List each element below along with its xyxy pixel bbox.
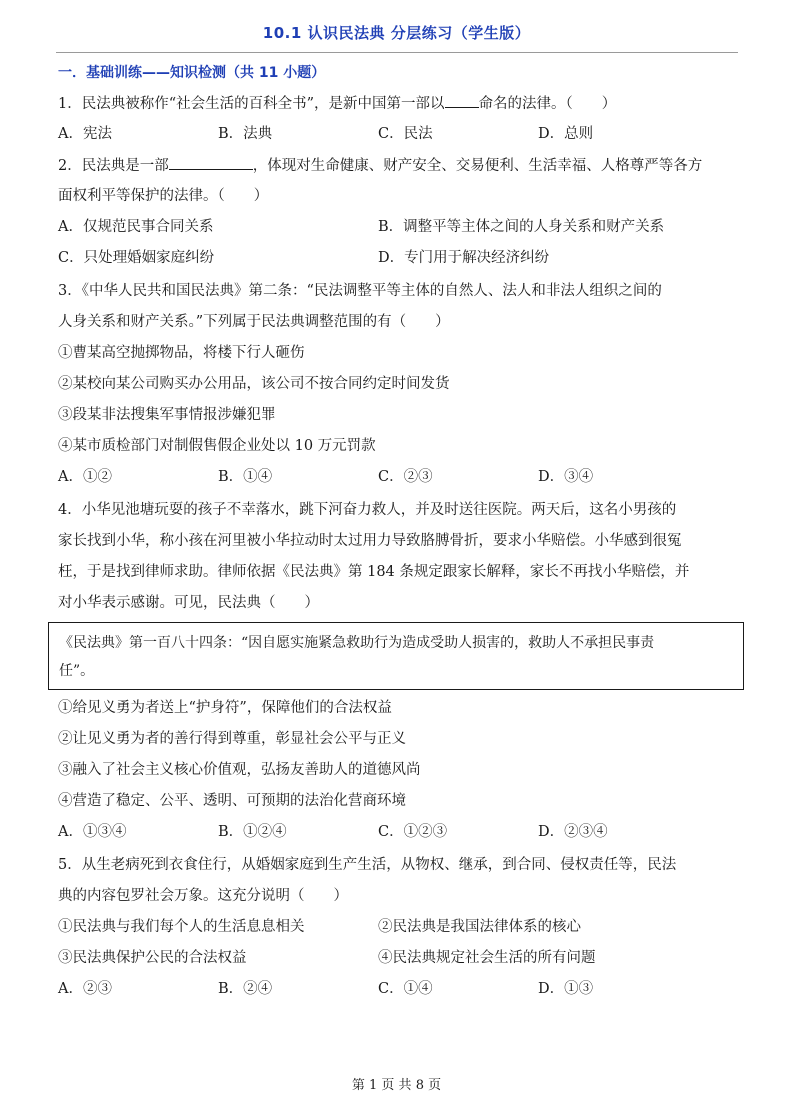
question-2-option-b: B．调整平等主体之间的人身关系和财产关系 [378,219,665,235]
question-4-item-2: ②让见义勇为者的善行得到尊重，彰显社会公平与正义 [58,731,406,747]
question-5-stem-line1: 5．从生老病死到衣食住行，从婚姻家庭到生产生活，从物权、继承，到合同、侵权责任等，民法 [58,857,677,873]
question-5-option-c: C．①④ [378,981,433,997]
question-1-stem [58,93,748,114]
question-4-item-3: ③融入了社会主义核心价值观，弘扬友善助人的道德风尚 [58,762,421,778]
question-3-stem-line1: 3．《中华人民共和国民法典》第二条：“民法调整平等主体的自然人、法人和非法人组织之间的 [58,283,662,299]
page-number-footer: 第 1 页 共 8 页 [351,1078,442,1093]
question-2-stem-part2: ，体现对生命健康、财产安全、交易便利、生活幸福、人格尊严等各方 [252,158,703,174]
answer-blank [445,93,479,108]
question-3-option-d: D．③④ [538,469,594,485]
question-1-option-a: A．宪法 [58,126,112,142]
question-1-option-d: D．总则 [538,126,594,142]
legal-quote-line1: 《民法典》第一百八十四条：“因自愿实施紧急救助行为造成受助人损害的，救助人不承担民事责 [59,635,655,651]
question-4-stem-line1: 4．小华见池塘玩耍的孩子不幸落水，跳下河奋力救人，并及时送往医院。两天后，这名小男孩的 [58,502,677,518]
question-5-option-b: B．②④ [218,981,273,997]
question-4-item-4: ④营造了稳定、公平、透明、可预期的法治化营商环境 [58,793,406,809]
section-heading: 一．基础训练——知识检测（共 11 小题） [58,65,326,81]
question-3-item-1: ①曹某高空抛掷物品，将楼下行人砸伤 [58,345,305,361]
question-2-option-c: C．只处理婚姻家庭纠纷 [58,250,215,266]
question-4-stem-line4: 对小华表示感谢。可见，民法典（ ） [58,595,319,611]
legal-quote-line2: 任”。 [59,663,95,679]
question-5-item-3: ③民法典保护公民的合法权益 [58,950,247,966]
answer-blank [169,155,253,170]
document-title: 10.1 认识民法典 分层练习（学生版） [262,24,531,42]
question-2-stem-line2: 面权利平等保护的法律。（ ） [58,188,269,204]
question-1-option-b: B．法典 [218,126,273,142]
question-4-stem-line2: 家长找到小华，称小孩在河里被小华拉动时太过用力导致胳膊骨折，要求小华赔偿。小华感到很冤 [58,533,682,549]
question-3-item-2: ②某校向某公司购买办公用品，该公司不按合同约定时间发货 [58,376,450,392]
question-5-item-4: ④民法典规定社会生活的所有问题 [378,950,596,966]
question-5-item-2: ②民法典是我国法律体系的核心 [378,919,581,935]
question-1-stem-part2: 命名的法律。（ ） [478,96,617,112]
question-4-item-1: ①给见义勇为者送上“护身符”，保障他们的合法权益 [58,700,392,716]
question-4-stem-line3: 枉，于是找到律师求助。律师依据《民法典》第 184 条规定跟家长解释，家长不再找小华赔偿，并 [58,564,690,580]
question-4-option-d: D．②③④ [538,824,608,840]
question-3-option-c: C．②③ [378,469,433,485]
question-2-stem-part1: 2．民法典是一部 [58,158,169,174]
question-5-option-a: A．②③ [58,981,112,997]
question-3-option-a: A．①② [58,469,112,485]
question-3-item-4: ④某市质检部门对制假售假企业处以 10 万元罚款 [58,438,376,454]
question-2-option-d: D．专门用于解决经济纠纷 [378,250,550,266]
question-2-stem-line1 [58,155,748,176]
question-1-stem-part1: 1．民法典被称作“社会生活的百科全书”，是新中国第一部以 [58,96,445,112]
question-4-option-b: B．①②④ [218,824,287,840]
question-3-option-b: B．①④ [218,469,273,485]
question-3-item-3: ③段某非法搜集军事情报涉嫌犯罪 [58,407,276,423]
question-5-item-1: ①民法典与我们每个人的生活息息相关 [58,919,305,935]
question-2-option-a: A．仅规范民事合同关系 [58,219,214,235]
legal-quote-box [48,622,744,690]
question-5-option-d: D．①③ [538,981,594,997]
question-1-option-c: C．民法 [378,126,433,142]
question-3-stem-line2: 人身关系和财产关系。”下列属于民法典调整范围的有（ ） [58,314,450,330]
question-5-stem-line2: 典的内容包罗社会万象。这充分说明（ ） [58,888,348,904]
question-4-option-c: C．①②③ [378,824,448,840]
title-divider [56,52,738,53]
question-4-option-a: A．①③④ [58,824,127,840]
